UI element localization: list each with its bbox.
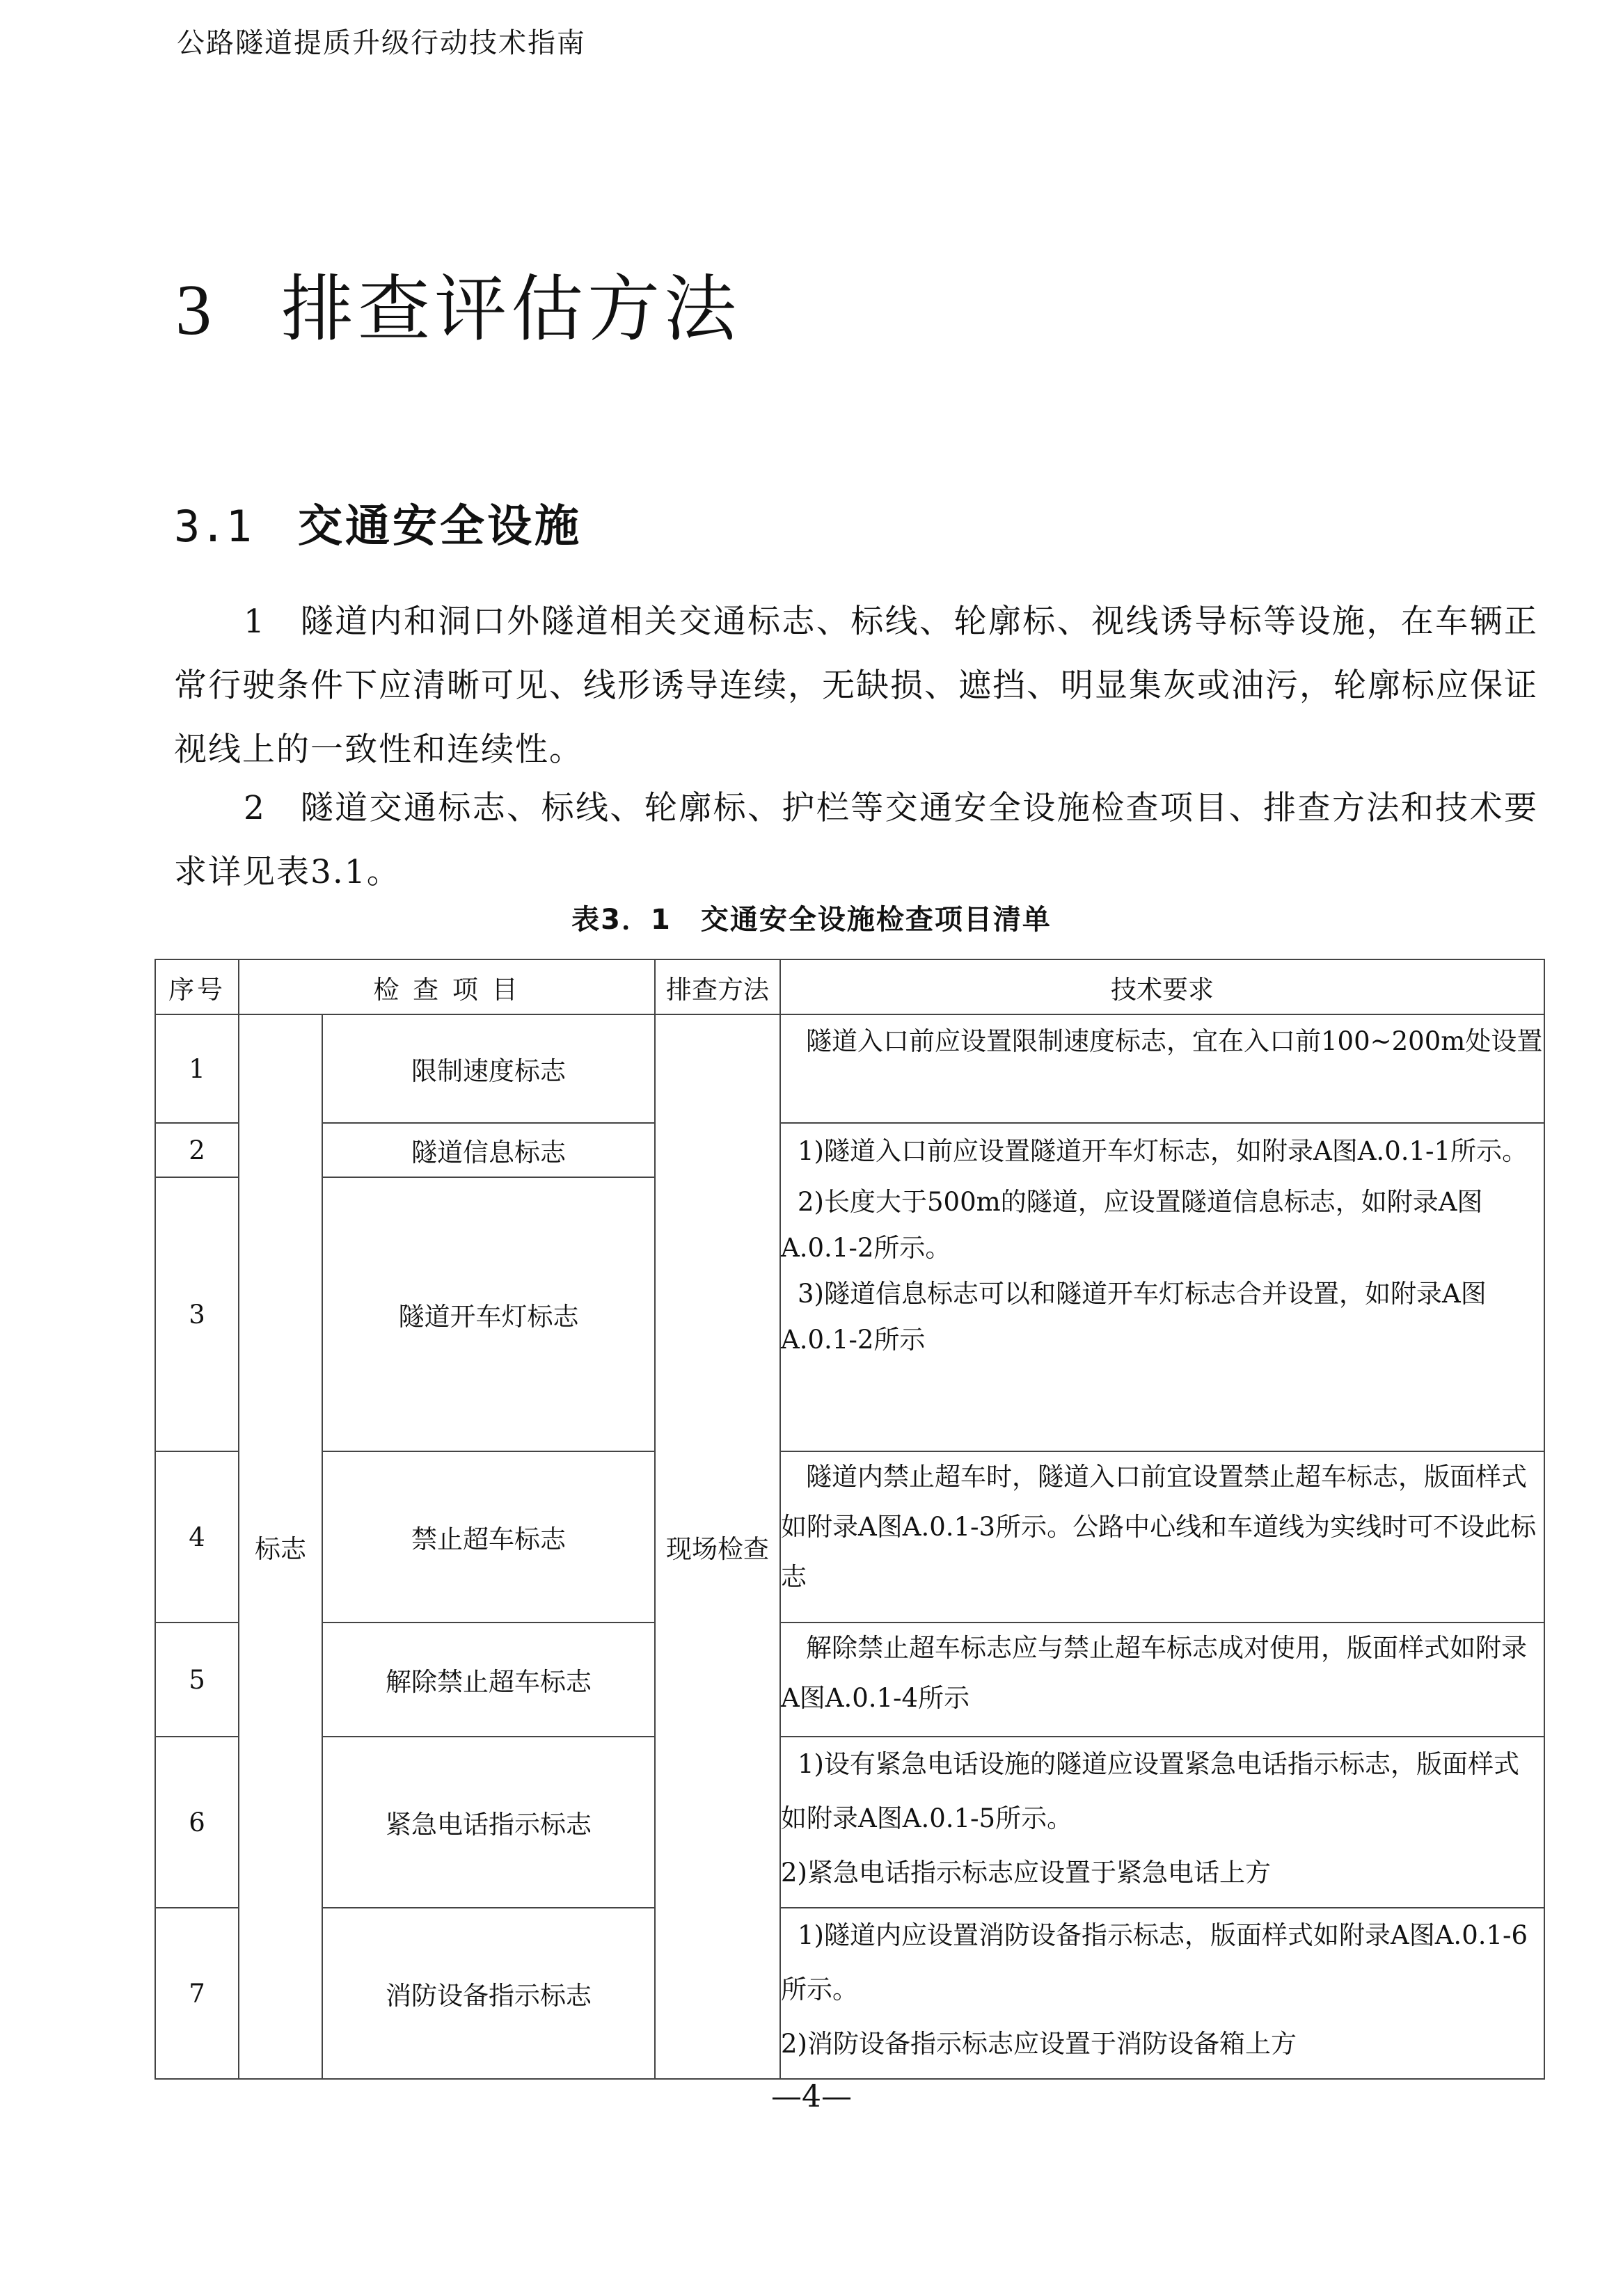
row-no: 7 — [155, 1908, 239, 2079]
row-no: 3 — [155, 1177, 239, 1451]
item-name: 隧道信息标志 — [322, 1123, 655, 1177]
item-name: 隧道开车灯标志 — [322, 1177, 655, 1451]
row-no: 4 — [155, 1451, 239, 1623]
requirement-text: 1)隧道内应设置消防设备指示标志，版面样式如附录A图A.0.1-6所示。 — [781, 1920, 1528, 2004]
requirement-cell — [780, 1014, 1544, 1123]
header-no: 序号 — [155, 959, 239, 1014]
header-method: 排查方法 — [655, 959, 780, 1014]
section-number: 3.1 — [174, 501, 252, 552]
section-title: 交通安全设施 — [298, 501, 582, 552]
table-row — [155, 1451, 1544, 1623]
running-header: 公路隧道提质升级行动技术指南 — [177, 27, 586, 59]
requirement-text: 1)设有紧急电话设施的隧道应设置紧急电话指示标志，版面样式如附录A图A.0.1-5所示。 — [781, 1749, 1519, 1833]
row-no: 5 — [155, 1623, 239, 1737]
requirement-text: 2)消防设备指示标志应设置于消防设备箱上方 — [781, 2029, 1297, 2059]
header-req: 技术要求 — [780, 959, 1544, 1014]
inspection-table — [155, 959, 1545, 2080]
requirement-cell — [780, 1737, 1544, 1908]
method-cell: 现场检查 — [655, 1014, 780, 2079]
requirement-text: 1)隧道入口前应设置隧道开车灯标志，如附录A图A.0.1-1所示。 — [798, 1136, 1528, 1166]
table-row — [155, 1623, 1544, 1737]
requirement-text: 解除禁止超车标志应与禁止超车标志成对使用，版面样式如附录A图A.0.1-4所示 — [781, 1633, 1528, 1713]
chapter-heading — [175, 250, 741, 355]
requirement-text: 2)长度大于500m的隧道，应设置隧道信息标志，如附录A图A.0.1-2所示。 — [781, 1187, 1483, 1263]
item-name: 禁止超车标志 — [322, 1451, 655, 1623]
table-row — [155, 1123, 1544, 1177]
header-item: 检 查 项 目 — [239, 959, 655, 1014]
paragraph-1: 1 隧道内和洞口外隧道相关交通标志、标线、轮廓标、视线诱导标等设施，在车辆正常行驶条件下应清晰可见、线形诱导连续，无缺损、遮挡、明显集灰或油污，轮廓标应保证视线上的一致性和连续性。 — [174, 603, 1538, 769]
requirement-text: 2)紧急电话指示标志应设置于紧急电话上方 — [781, 1858, 1271, 1888]
table-header-row — [155, 959, 1544, 1014]
paragraph-2: 2 隧道交通标志、标线、轮廓标、护栏等交通安全设施检查项目、排查方法和技术要求详见表3.1。 — [174, 789, 1538, 891]
requirement-text: 3)隧道信息标志可以和隧道开车灯标志合并设置，如附录A图A.0.1-2所示 — [781, 1279, 1487, 1355]
table-caption: 表3．1 交通安全设施检查项目清单 — [571, 904, 1052, 936]
item-name: 消防设备指示标志 — [322, 1908, 655, 2079]
requirement-cell — [780, 1908, 1544, 2079]
requirement-text: 隧道内禁止超车时，隧道入口前宜设置禁止超车标志，版面样式如附录A图A.0.1-3所示。公路中心线和车道线为实线时可不设此标志 — [781, 1462, 1537, 1592]
item-name: 解除禁止超车标志 — [322, 1623, 655, 1737]
table-row — [155, 1908, 1544, 2079]
section-heading — [174, 491, 582, 555]
chapter-title: 排查评估方法 — [281, 266, 741, 351]
requirement-cell — [780, 1123, 1544, 1451]
item-name: 限制速度标志 — [322, 1014, 655, 1123]
table-row — [155, 1014, 1544, 1123]
row-no: 2 — [155, 1123, 239, 1177]
requirement-text: 隧道入口前应设置限制速度标志，宜在入口前100~200m处设置 — [806, 1026, 1543, 1056]
chapter-number: 3 — [175, 270, 212, 350]
item-name: 紧急电话指示标志 — [322, 1737, 655, 1908]
table-row — [155, 1737, 1544, 1908]
requirement-cell — [780, 1451, 1544, 1623]
requirement-cell — [780, 1623, 1544, 1737]
row-no: 6 — [155, 1737, 239, 1908]
group-cell: 标志 — [239, 1014, 322, 2079]
page-number: —4— — [771, 2079, 852, 2114]
row-no: 1 — [155, 1014, 239, 1123]
